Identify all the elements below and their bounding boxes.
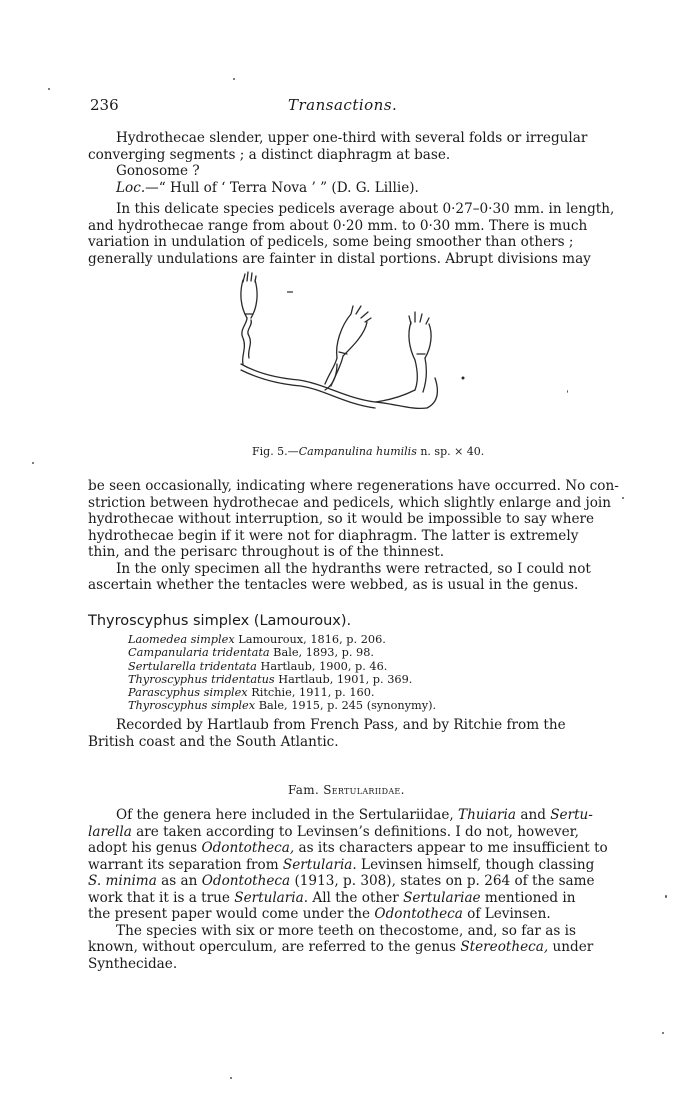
text-line: The species with six or more teeth on thecostome, and, so far as is: [116, 922, 576, 939]
caption-prefix: Fig. 5.—: [252, 445, 299, 458]
hydrotheca: [337, 306, 371, 358]
locality-line: [88, 180, 580, 197]
text-line: converging segments ; a distinct diaphragm at base.: [88, 146, 451, 163]
locality-text: —“ Hull of ‘ Terra Nova ’ ” (D. G. Lillie).: [145, 179, 419, 196]
text-line: hydrothecae without interruption, so it would be impossible to say where: [88, 511, 595, 527]
scan-speck: [233, 78, 235, 80]
scan-speck: [622, 497, 624, 499]
hydrotheca: [409, 312, 431, 360]
stolon: [241, 364, 427, 408]
text-line: In this delicate species pedicels average about 0·27–0·30 mm. in length,: [116, 201, 615, 217]
text-line: larella are taken according to Levinsen’s definitions. I do not, however,: [88, 823, 579, 840]
record-paragraph: [88, 717, 580, 750]
scan-speck: [567, 390, 568, 393]
scan-speck: [48, 88, 50, 90]
pedicel: [325, 356, 343, 386]
synonym-entry: Sertularella tridentata Hartlaub, 1900, p. 46.: [128, 659, 388, 673]
synonymy-list: [128, 633, 436, 713]
scan-speck: [665, 895, 667, 898]
text-line: striction between hydrothecae and pedicels, which slightly enlarge and join: [88, 494, 612, 511]
text-line: adopt his genus Odontotheca, as its characters appear to me insufficient to: [88, 840, 608, 856]
text-line: Of the genera here included in the Sertulariidae, Thuiaria and Sertu-: [116, 807, 593, 823]
text-line: thin, and the perisarc throughout is of the thinnest.: [88, 544, 445, 560]
caption-species: Campanulina humilis: [298, 445, 417, 458]
synonym-entry: Campanularia tridentata Bale, 1893, p. 98.: [128, 646, 375, 660]
pedicel: [248, 320, 251, 358]
text-line: ascertain whether the tentacles were webbed, as is usual in the genus.: [88, 577, 579, 593]
campanulina-figure: [225, 268, 555, 430]
species-heading: Thyroscyphus simplex (Lamouroux).: [88, 613, 352, 629]
scan-speck: [662, 1032, 664, 1034]
stolon: [375, 390, 415, 402]
measurements-paragraph: [88, 201, 615, 267]
running-title: Transactions.: [288, 96, 398, 114]
pedicel: [242, 318, 247, 364]
text-line: warrant its separation from Sertularia. Levinsen himself, though classing: [88, 856, 595, 873]
text-line: variation in undulation of pedicels, some being smoother than others ;: [88, 234, 574, 250]
scan-speck: [230, 1077, 232, 1079]
figure-caption: [252, 445, 484, 458]
description-paragraph: [88, 130, 588, 196]
family-name: Sertulariidae.: [323, 783, 405, 797]
figure-dot: [462, 377, 465, 380]
family-heading: [288, 783, 405, 797]
page-number: 236: [90, 96, 119, 114]
text-line: In the only specimen all the hydranths were retracted, so I could not: [116, 560, 591, 577]
regeneration-paragraph: [88, 478, 619, 594]
synonym-entry: Thyroscyphus simplex Bale, 1915, p. 245 (synonymy).: [128, 699, 437, 713]
text-line: hydrothecae begin if it were not for diaphragm. The latter is extremely: [88, 527, 579, 544]
text-line: Hydrothecae slender, upper one-third with several folds or irregular: [116, 130, 588, 146]
text-line: Synthecidae.: [88, 955, 178, 972]
family-prefix: Fam.: [288, 783, 324, 797]
text-line: be seen occasionally, indicating where regenerations have occurred. No con-: [88, 478, 619, 494]
pedicel: [415, 358, 426, 392]
genera-paragraph: [88, 807, 608, 972]
stolon: [241, 370, 375, 408]
caption-suffix: n. sp. × 40.: [416, 445, 485, 458]
stolon: [427, 378, 437, 408]
text-line: S. minima as an Odontotheca (1913, p. 308), states on p. 264 of the same: [88, 873, 595, 889]
locality-label: Loc.: [116, 179, 146, 196]
text-line: generally undulations are fainter in distal portions. Abrupt divisions may: [88, 250, 591, 267]
synonym-entry: Parascyphus simplex Ritchie, 1911, p. 160.: [128, 686, 375, 700]
hydrotheca: [241, 272, 257, 318]
text-line: known, without operculum, are referred to the genus Stereotheca, under: [88, 939, 594, 955]
text-line: and hydrothecae range from about 0·20 mm. to 0·30 mm. There is much: [88, 217, 588, 234]
text-line: the present paper would come under the Odontotheca of Levinsen.: [88, 906, 551, 922]
text-line: Recorded by Hartlaub from French Pass, and by Ritchie from the: [116, 717, 566, 733]
synonym-entry: Laomedea simplex Lamouroux, 1816, p. 206.: [128, 633, 386, 646]
text-line: British coast and the South Atlantic.: [88, 733, 339, 750]
synonym-entry: Thyroscyphus tridentatus Hartlaub, 1901, p. 369.: [128, 672, 413, 686]
scan-speck: [32, 462, 34, 464]
text-line: work that it is a true Sertularia. All the other Sertulariae mentioned in: [88, 889, 576, 906]
gonosome-line: Gonosome ?: [116, 163, 200, 179]
